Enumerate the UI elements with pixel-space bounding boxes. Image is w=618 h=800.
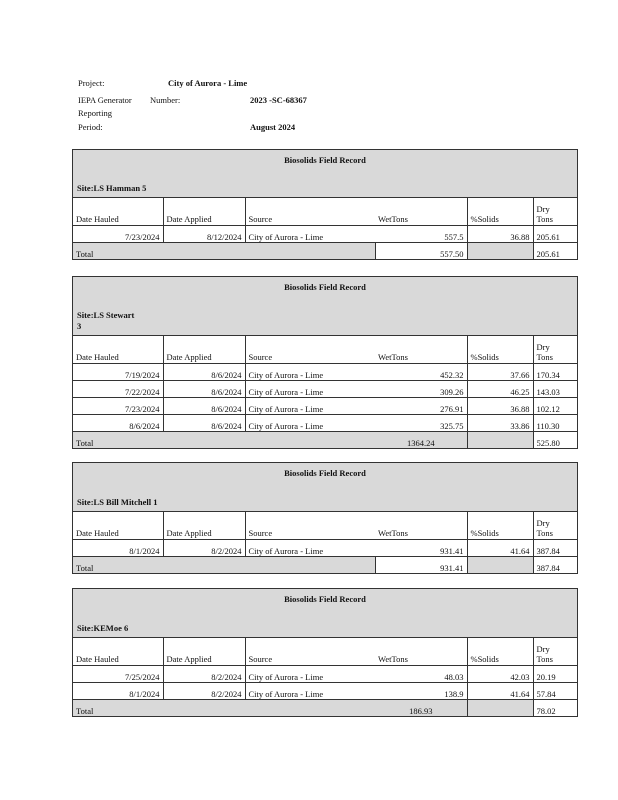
date-hauled: 7/25/2024 [73,666,163,683]
col-solids: %Solids [467,198,533,226]
col-solids: %Solids [467,638,533,666]
date-applied: 8/6/2024 [163,364,245,381]
table-row [73,398,577,415]
total-dry-tons: 525.80 [533,432,577,449]
total-row [73,243,577,260]
record-table [73,512,577,573]
column-header-row [73,198,577,226]
col-date-applied: Date Applied [163,198,245,226]
dry-tons: 110.30 [533,415,577,432]
solids: 36.88 [467,226,533,243]
total-wet-tons: 186.93 [375,700,467,717]
solids: 37.66 [467,364,533,381]
total-dry-tons: 78.02 [533,700,577,717]
dry-tons: 57.84 [533,683,577,700]
site-name: Site:KEMoe 6 [77,623,129,633]
date-applied: 8/2/2024 [163,540,245,557]
table-row [73,381,577,398]
source: City of Aurora - Lime [245,398,375,415]
site-name: Site:LS Bill Mitchell 1 [77,497,158,507]
date-hauled: 7/19/2024 [73,364,163,381]
solids: 41.64 [467,683,533,700]
col-wet-tons: WetTons [375,336,467,364]
col-dry-tons: Dry Tons [533,512,577,540]
table-row [73,540,577,557]
total-row [73,432,577,449]
date-applied: 8/6/2024 [163,415,245,432]
date-hauled: 8/6/2024 [73,415,163,432]
date-applied: 8/6/2024 [163,398,245,415]
dry-tons: 170.34 [533,364,577,381]
col-date-hauled: Date Hauled [73,336,163,364]
total-label: Total [73,700,375,717]
wet-tons: 557.5 [375,226,467,243]
date-applied: 8/12/2024 [163,226,245,243]
record-title-bar [73,463,577,512]
col-date-applied: Date Applied [163,638,245,666]
solids: 46.25 [467,381,533,398]
project-value: City of Aurora - Lime [168,78,248,88]
column-header-row [73,638,577,666]
record-title-bar [73,589,577,638]
wet-tons: 48.03 [375,666,467,683]
period-value: August 2024 [250,122,296,132]
table-row [73,364,577,381]
record-table [73,336,577,448]
project-label: Project: [78,78,105,88]
field-record-kemoe [72,588,578,717]
field-record-hamman [72,149,578,260]
date-hauled: 8/1/2024 [73,683,163,700]
column-header-row [73,512,577,540]
total-label: Total [73,243,375,260]
record-title-bar [73,150,577,198]
field-record-bill-mitchell [72,462,578,574]
date-applied: 8/2/2024 [163,666,245,683]
col-solids: %Solids [467,512,533,540]
table-row [73,666,577,683]
column-header-row [73,336,577,364]
total-row [73,557,577,574]
reporting-label: Reporting [78,108,112,118]
source: City of Aurora - Lime [245,683,375,700]
col-dry-tons: Dry Tons [533,198,577,226]
solids: 36.88 [467,398,533,415]
wet-tons: 325.75 [375,415,467,432]
date-hauled: 8/1/2024 [73,540,163,557]
source: City of Aurora - Lime [245,415,375,432]
record-title: Biosolids Field Record [284,282,366,292]
col-source: Source [245,512,375,540]
col-date-hauled: Date Hauled [73,198,163,226]
total-row [73,700,577,717]
source: City of Aurora - Lime [245,381,375,398]
solids: 42.03 [467,666,533,683]
wet-tons: 138.9 [375,683,467,700]
number-label: Number: [150,95,181,105]
date-applied: 8/2/2024 [163,683,245,700]
period-label: Period: [78,122,103,132]
total-wet-tons: 557.50 [375,243,467,260]
record-title: Biosolids Field Record [284,594,366,604]
record-table [73,198,577,259]
record-title-bar [73,277,577,336]
col-dry-tons: Dry Tons [533,336,577,364]
col-date-hauled: Date Hauled [73,512,163,540]
date-hauled: 7/23/2024 [73,398,163,415]
date-hauled: 7/22/2024 [73,381,163,398]
record-title: Biosolids Field Record [284,468,366,478]
total-label: Total [73,432,375,449]
col-wet-tons: WetTons [375,512,467,540]
dry-tons: 102.12 [533,398,577,415]
source: City of Aurora - Lime [245,540,375,557]
site-name: Site:LS Stewart 3 [77,310,135,331]
generator-label: IEPA Generator [78,95,132,105]
total-wet-tons: 1364.24 [375,432,467,449]
source: City of Aurora - Lime [245,226,375,243]
solids: 41.64 [467,540,533,557]
dry-tons: 143.03 [533,381,577,398]
col-wet-tons: WetTons [375,638,467,666]
field-record-stewart [72,276,578,449]
wet-tons: 276.91 [375,398,467,415]
source: City of Aurora - Lime [245,666,375,683]
dry-tons: 205.61 [533,226,577,243]
total-dry-tons: 205.61 [533,243,577,260]
record-title: Biosolids Field Record [284,155,366,165]
col-solids: %Solids [467,336,533,364]
col-source: Source [245,336,375,364]
col-source: Source [245,198,375,226]
table-row [73,226,577,243]
total-dry-tons: 387.84 [533,557,577,574]
wet-tons: 309.26 [375,381,467,398]
wet-tons: 452.32 [375,364,467,381]
source: City of Aurora - Lime [245,364,375,381]
wet-tons: 931.41 [375,540,467,557]
col-date-applied: Date Applied [163,512,245,540]
table-row [73,683,577,700]
record-table [73,638,577,716]
dry-tons: 20.19 [533,666,577,683]
col-date-hauled: Date Hauled [73,638,163,666]
solids: 33.86 [467,415,533,432]
total-wet-tons: 931.41 [375,557,467,574]
date-applied: 8/6/2024 [163,381,245,398]
date-hauled: 7/23/2024 [73,226,163,243]
col-date-applied: Date Applied [163,336,245,364]
dry-tons: 387.84 [533,540,577,557]
total-label: Total [73,557,375,574]
site-name: Site:LS Hamman 5 [77,183,147,193]
generator-number: 2023 -SC-68367 [250,95,307,105]
table-row [73,415,577,432]
col-wet-tons: WetTons [375,198,467,226]
col-dry-tons: Dry Tons [533,638,577,666]
col-source: Source [245,638,375,666]
